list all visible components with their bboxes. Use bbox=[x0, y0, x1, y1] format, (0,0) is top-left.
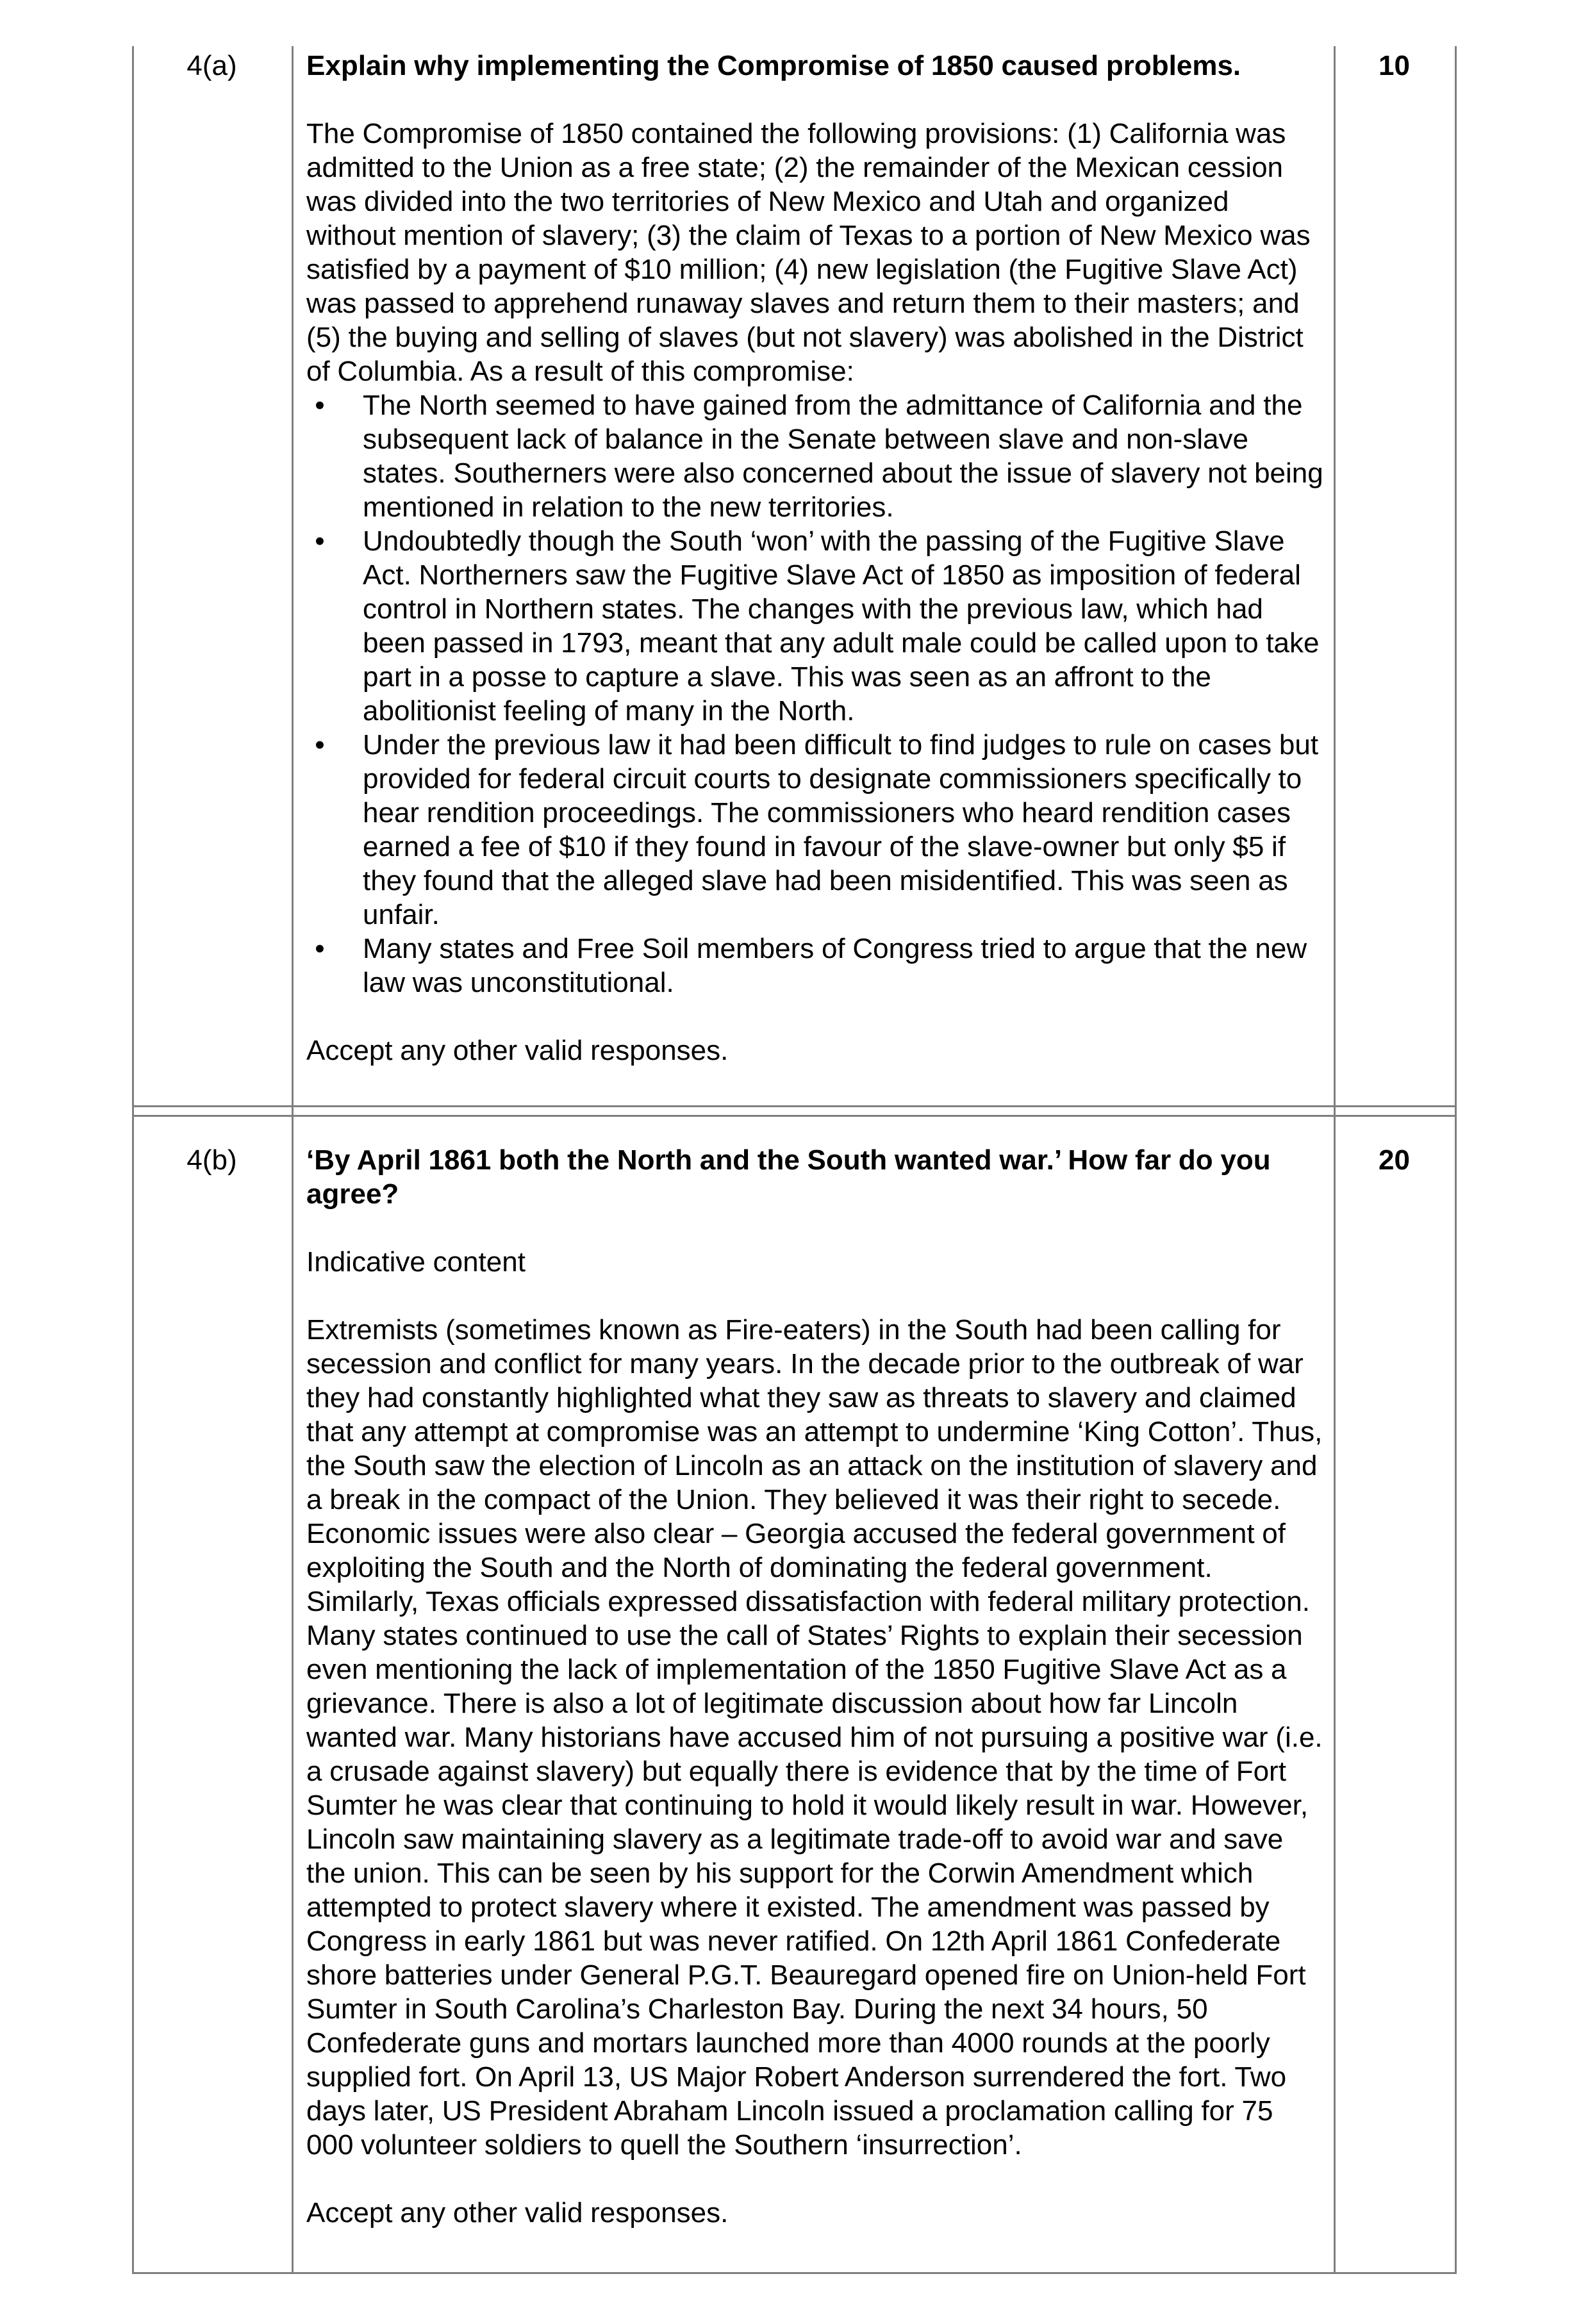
marks-4a: 10 bbox=[1379, 50, 1410, 81]
row-separator-top bbox=[132, 1105, 1457, 1107]
row-separator-bottom bbox=[132, 1115, 1457, 1117]
marks-4b: 20 bbox=[1379, 1144, 1410, 1176]
closing-note-4a: Accept any other valid responses. bbox=[306, 1035, 729, 1066]
question-text-4b: ‘By April 1861 both the North and the South wanted war.’ How far do you agree? bbox=[306, 1144, 1271, 1210]
answer-cell-4a bbox=[306, 49, 1325, 1067]
bullet-icon: • bbox=[315, 390, 325, 421]
bullet-icon: • bbox=[315, 933, 325, 964]
question-number-4b: 4(b) bbox=[186, 1144, 237, 1176]
table-right-border bbox=[1455, 46, 1457, 2274]
list-item: • Undoubtedly though the South ‘won’ with the passing of the Fugitive Slave Act. Northerners saw the Fugitive Slave Act of 1850 as imposition of federal control in Northern states. The changes with the previous law, which had been passed in 1793, meant that any adult male could be called upon to take part in a posse to capture a slave. This was seen as an affront to the abolitionist feeling of many in the North. bbox=[306, 524, 1325, 728]
question-text-4a: Explain why implementing the Compromise of 1850 caused problems. bbox=[306, 50, 1241, 81]
list-item: • Under the previous law it had been difficult to find judges to rule on cases but provided for federal circuit courts to designate commissioners specifically to hear rendition proceedings. The commissioners who heard rendition cases earned a fee of $10 if they found in favour of the slave-owner but only $5 if they found that the alleged slave had been misidentified. This was seen as unfair. bbox=[306, 728, 1325, 932]
bullet-list-4a bbox=[306, 388, 1325, 1000]
indicative-content-heading: Indicative content bbox=[306, 1246, 526, 1278]
bullet-icon: • bbox=[315, 525, 325, 557]
intro-paragraph-4a: The Compromise of 1850 contained the following provisions: (1) California was admitted to the Union as a free state; (2) the remainder of the Mexican cession was divided into the two territories of New Mexico and Utah and organized without mention of slavery; (3) the claim of Texas to a portion of New Mexico was satisfied by a payment of $10 million; (4) new legislation (the Fugitive Slave Act) was passed to apprehend runaway slaves and return them to their masters; and (5) the buying and selling of slaves (but not slavery) was abolished in the District of Columbia. As a result of this compromise: bbox=[306, 118, 1311, 387]
column-divider-question bbox=[292, 46, 294, 2274]
list-item: • Many states and Free Soil members of Congress tried to argue that the new law was unconstitutional. bbox=[306, 932, 1325, 1000]
question-number-4a: 4(a) bbox=[186, 50, 237, 81]
closing-note-4b: Accept any other valid responses. bbox=[306, 2197, 729, 2229]
bullet-icon: • bbox=[315, 729, 325, 761]
answer-cell-4b bbox=[306, 1143, 1325, 2230]
list-item: • The North seemed to have gained from the admittance of California and the subsequent lack of balance in the Senate between slave and non-slave states. Southerners were also concerned about the issue of slavery not being mentioned in relation to the new territories. bbox=[306, 388, 1325, 524]
body-paragraph-4b: Extremists (sometimes known as Fire-eaters) in the South had been calling for secession and conflict for many years. In the decade prior to the outbreak of war they had constantly highlighted what they saw as threats to slavery and claimed that any attempt at compromise was an attempt to undermine ‘King Cotton’. Thus, the South saw the election of Lincoln as an attack on the institution of slavery and a break in the compact of the Union. They believed it was their right to secede. Economic issues were also clear – Georgia accused the federal government of exploiting the South and the North of dominating the federal government. Similarly, Texas officials expressed dissatisfaction with federal military protection. Many states continued to use the call of States’ Rights to explain their secession even mentioning the lack of implementation of the 1850 Fugitive Slave Act as a grievance. There is also a lot of legitimate discussion about how far Lincoln wanted war. Many historians have accused him of not pursuing a positive war (i.e. a crusade against slavery) but equally there is evidence that by the time of Fort Sumter he was clear that continuing to hold it would likely result in war. However, Lincoln saw maintaining slavery as a legitimate trade-off to avoid war and save the union. This can be seen by his support for the Corwin Amendment which attempted to protect slavery where it existed. The amendment was passed by Congress in early 1861 but was never ratified. On 12th April 1861 Confederate shore batteries under General P.G.T. Beauregard opened fire on Union-held Fort Sumter in South Carolina’s Charleston Bay. During the next 34 hours, 50 Confederate guns and mortars launched more than 4000 rounds at the poorly supplied fort. On April 13, US Major Robert Anderson surrendered the fort. Two days later, US President Abraham Lincoln issued a proclamation calling for 75 000 volunteer soldiers to quell the Southern ‘insurrection’. bbox=[306, 1314, 1323, 2161]
table-bottom-border bbox=[132, 2272, 1457, 2274]
